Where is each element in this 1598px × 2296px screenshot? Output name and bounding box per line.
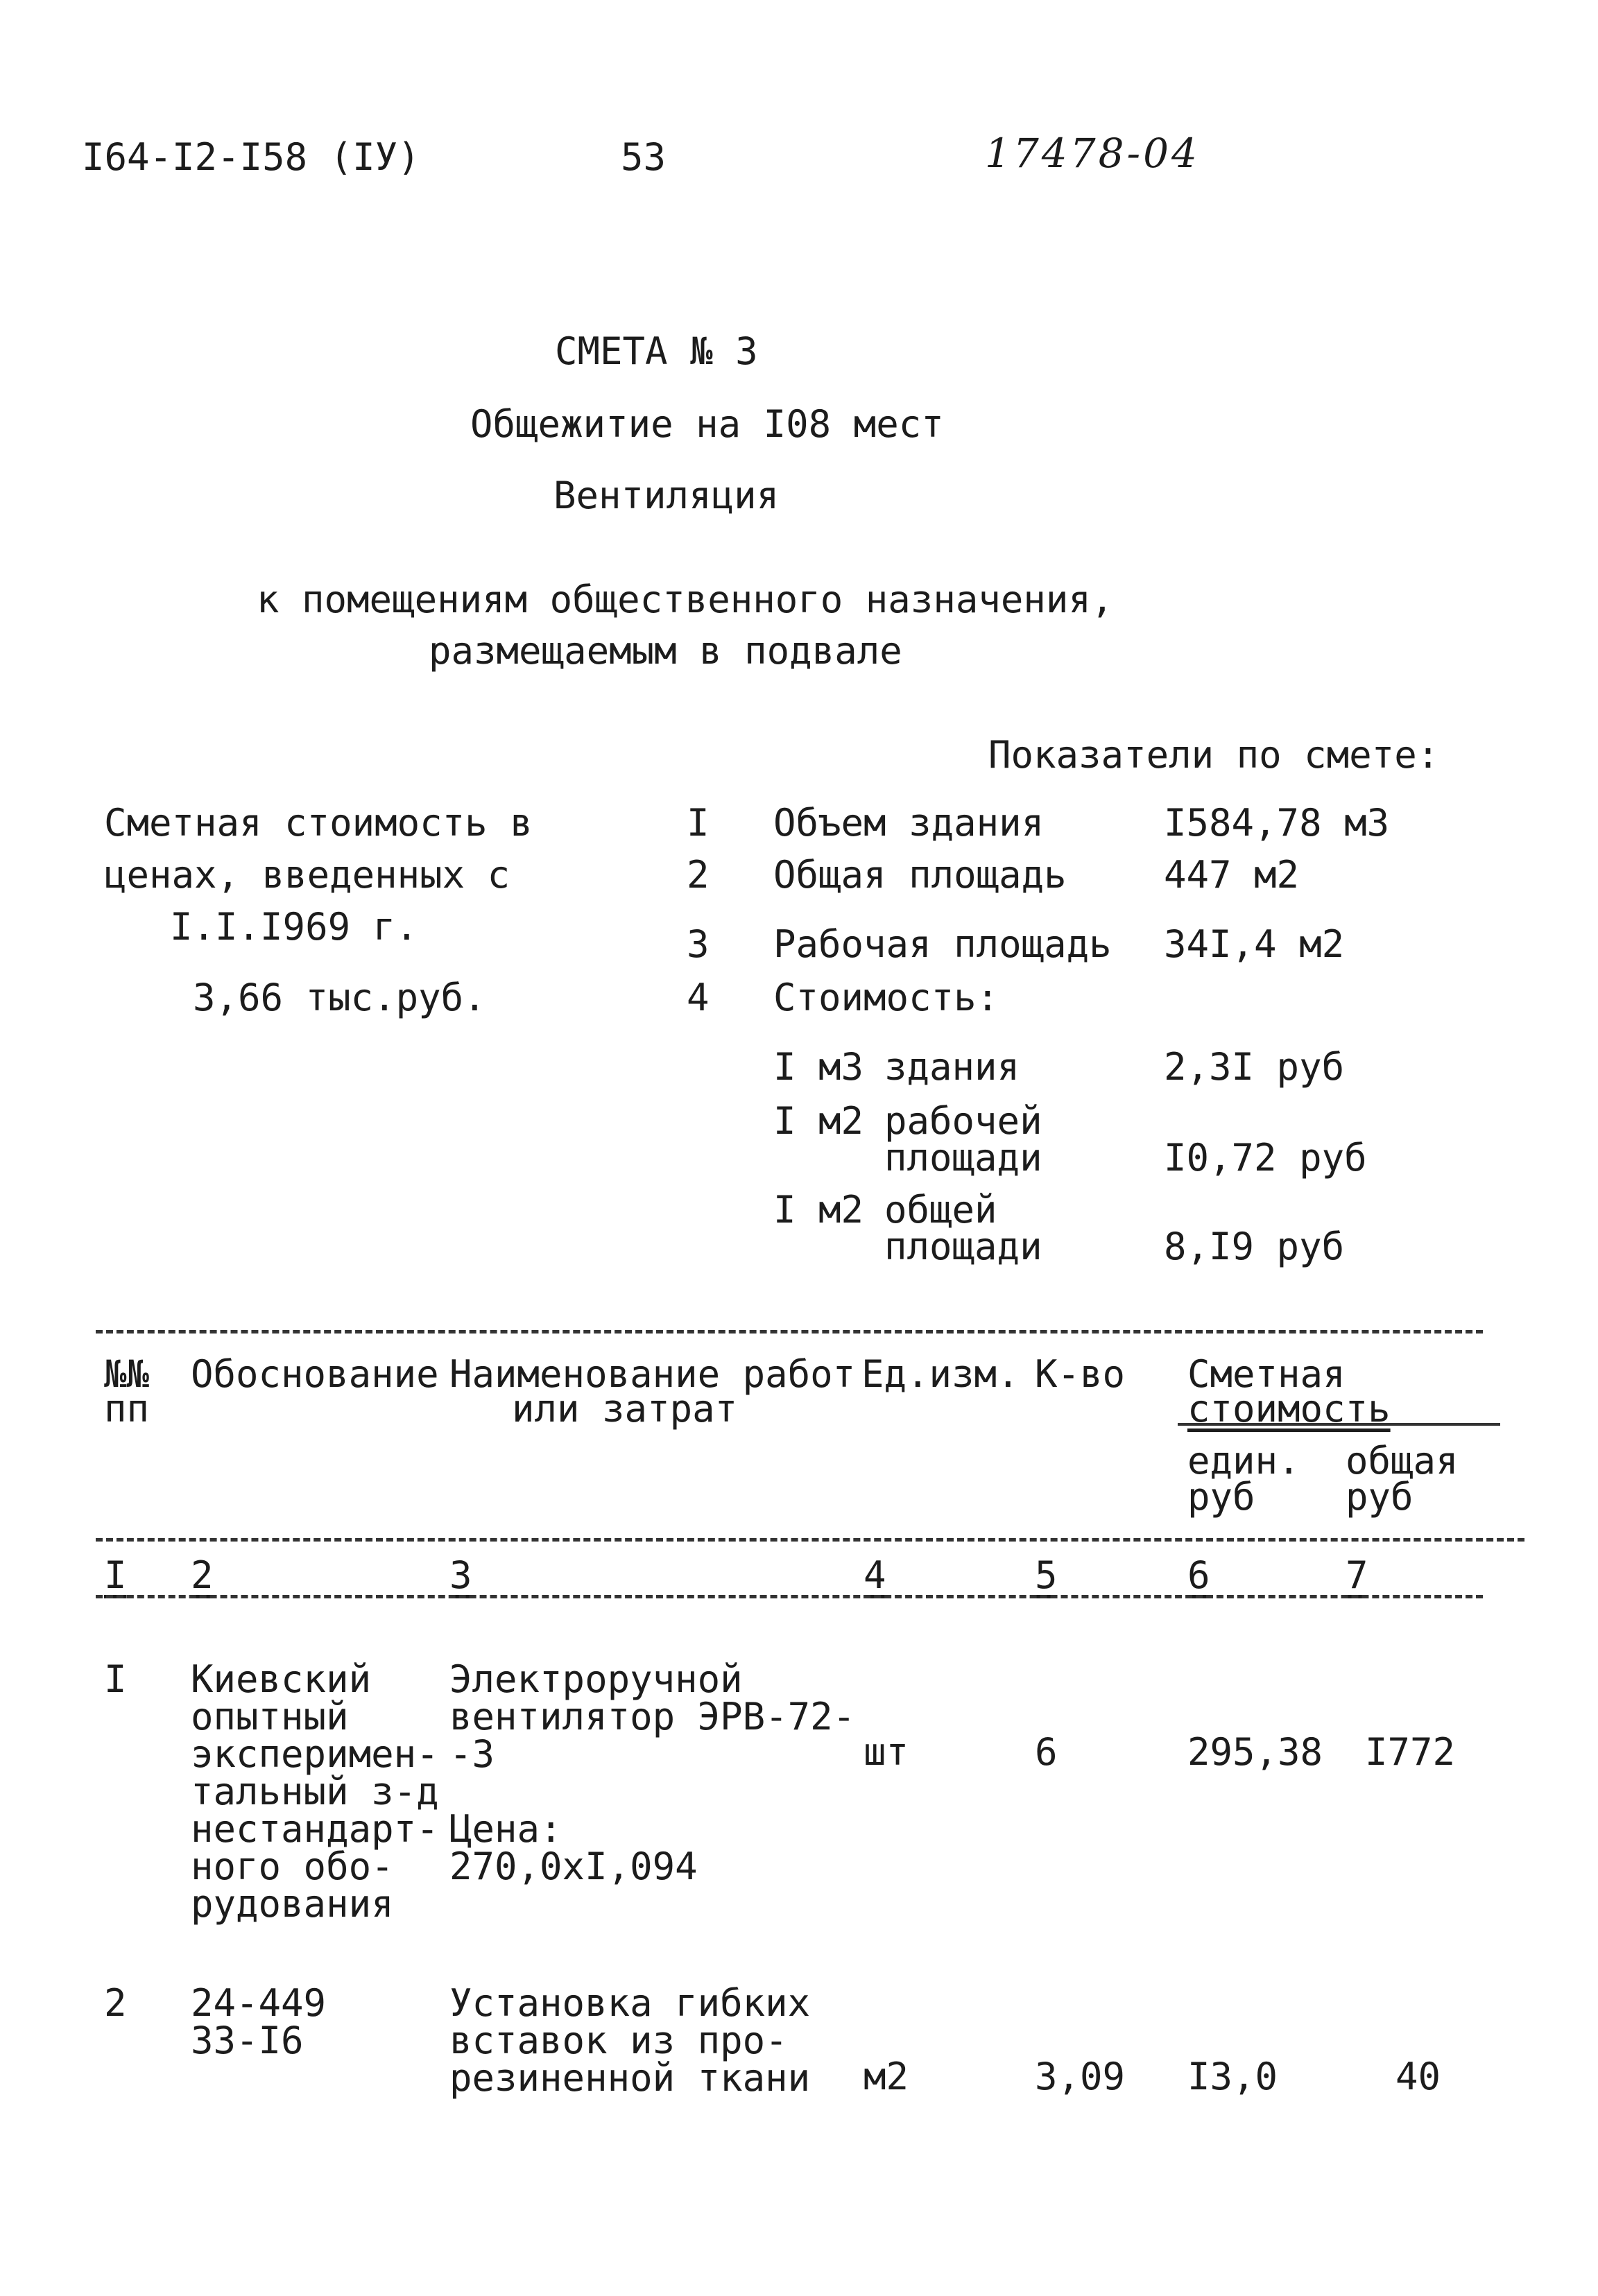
row-unit: м2	[864, 2055, 909, 2098]
col-number: I	[104, 1553, 127, 1597]
name-line: -3	[449, 1732, 495, 1776]
indicator-label: Общая площадь	[773, 853, 1067, 897]
col-number: 3	[449, 1553, 472, 1597]
unit-cost-unit: I м2	[773, 1099, 864, 1143]
row-unit-cost: 295,38	[1187, 1730, 1323, 1774]
indicator-num: 4	[687, 976, 710, 1019]
basis-line: Киевский	[191, 1657, 372, 1701]
unit-cost-label-2: площади	[884, 1225, 1042, 1268]
cost-date: I.I.I969 г.	[170, 905, 418, 949]
col-number: 7	[1346, 1553, 1368, 1597]
row-basis	[191, 1657, 439, 1926]
header-total-cost: общая	[1346, 1439, 1459, 1483]
basis-line: 33-I6	[191, 2019, 304, 2062]
name-line: Электроручной	[449, 1657, 743, 1701]
basis-line: рудования	[191, 1882, 394, 1926]
indicator-value: 447 м2	[1164, 853, 1300, 897]
name-line: Цена:	[449, 1807, 562, 1851]
name-line: вставок из про-	[449, 2019, 788, 2062]
header-bottom-rule	[96, 1538, 1524, 1542]
row-total-cost: I772	[1365, 1730, 1456, 1774]
row-total-cost: 40	[1395, 2055, 1441, 2098]
unit-cost-label: рабочей	[884, 1099, 1042, 1143]
table-top-rule	[96, 1330, 1483, 1333]
basis-line: эксперимен-	[191, 1732, 439, 1776]
unit-cost-unit: I м2	[773, 1188, 864, 1232]
indicator-num: I	[687, 801, 710, 845]
header-unit: Ед.изм.	[861, 1352, 1020, 1396]
document-code: I64-I2-I58 (IУ)	[82, 135, 420, 179]
unit-cost-label-2: площади	[884, 1136, 1042, 1180]
row-basis	[191, 1981, 327, 2062]
purpose-line1: к помещениям общественного назначения,	[257, 578, 1114, 621]
name-line: резиненной ткани	[449, 2056, 811, 2100]
unit-cost-value: 2,3I руб	[1164, 1045, 1345, 1089]
header-name: Наименование работ	[449, 1352, 856, 1396]
handwritten-reference: 17478-04	[985, 130, 1200, 177]
indicators-heading: Показатели по смете:	[988, 733, 1440, 777]
basis-line: 24-449	[191, 1981, 327, 2025]
row-work-name	[449, 1981, 811, 2100]
col-number: 2	[191, 1553, 214, 1597]
cost-label-line2: ценах, введенных с	[104, 853, 510, 897]
header-unit-cost-2: руб	[1187, 1475, 1255, 1519]
name-line	[449, 1773, 855, 1811]
cost-value: 3,66 тыс.руб.	[193, 976, 486, 1019]
indicator-label: Объем здания	[773, 801, 1045, 845]
object-name: Общежитие на I08 мест	[470, 402, 944, 446]
row-qty: 3,09	[1035, 2055, 1126, 2098]
unit-cost-value: 8,I9 руб	[1164, 1225, 1345, 1268]
header-unit-cost: един.	[1187, 1439, 1300, 1483]
column-numbers-rule	[96, 1595, 1483, 1598]
purpose-line2: размещаемым в подвале	[429, 629, 902, 673]
col-number: 6	[1187, 1553, 1210, 1597]
indicator-label: Рабочая площадь	[773, 922, 1112, 966]
name-line: вентилятор ЭРВ-72-	[449, 1695, 856, 1738]
row-work-name	[449, 1657, 856, 1888]
unit-cost-value: I0,72 руб	[1164, 1136, 1367, 1180]
name-line: 270,0хI,094	[449, 1845, 698, 1888]
basis-line: нестандарт-	[191, 1807, 439, 1851]
header-cost-2: стоимость	[1187, 1387, 1391, 1431]
basis-line: опытный	[191, 1695, 349, 1738]
basis-line: тальный з-д	[191, 1770, 439, 1813]
header-qty: К-во	[1035, 1352, 1126, 1396]
indicator-num: 2	[687, 853, 710, 897]
col-number: 4	[864, 1553, 886, 1597]
header-cost: Сметная	[1187, 1352, 1346, 1396]
row-qty: 6	[1035, 1730, 1058, 1774]
header-name-2: или затрат	[512, 1387, 738, 1431]
header-num-2: пп	[104, 1387, 150, 1431]
col-number: 5	[1035, 1553, 1058, 1597]
row-unit-cost: I3,0	[1187, 2055, 1278, 2098]
header-num: №№	[104, 1352, 150, 1396]
header-total-cost-2: руб	[1346, 1475, 1414, 1519]
unit-cost-label: здания	[884, 1045, 1020, 1089]
section-name: Вентиляция	[553, 474, 780, 517]
header-basis: Обоснование	[191, 1352, 439, 1396]
indicator-num: 3	[687, 922, 710, 966]
basis-line: ного обо-	[191, 1845, 394, 1888]
unit-cost-unit: I м3	[773, 1045, 864, 1089]
row-unit: шт	[864, 1730, 909, 1774]
unit-cost-label: общей	[884, 1188, 997, 1232]
indicator-label: Стоимость:	[773, 976, 999, 1019]
cost-header-rule	[1178, 1423, 1500, 1426]
row-num: 2	[104, 1981, 127, 2025]
indicator-value: 34I,4 м2	[1164, 922, 1345, 966]
cost-label-line1: Сметная стоимость в	[104, 801, 533, 845]
page-number: 53	[621, 135, 667, 179]
indicator-value: I584,78 м3	[1164, 801, 1390, 845]
name-line: Установка гибких	[449, 1981, 811, 2025]
estimate-title: СМЕТА № 3	[555, 329, 758, 373]
row-num: I	[104, 1657, 127, 1701]
